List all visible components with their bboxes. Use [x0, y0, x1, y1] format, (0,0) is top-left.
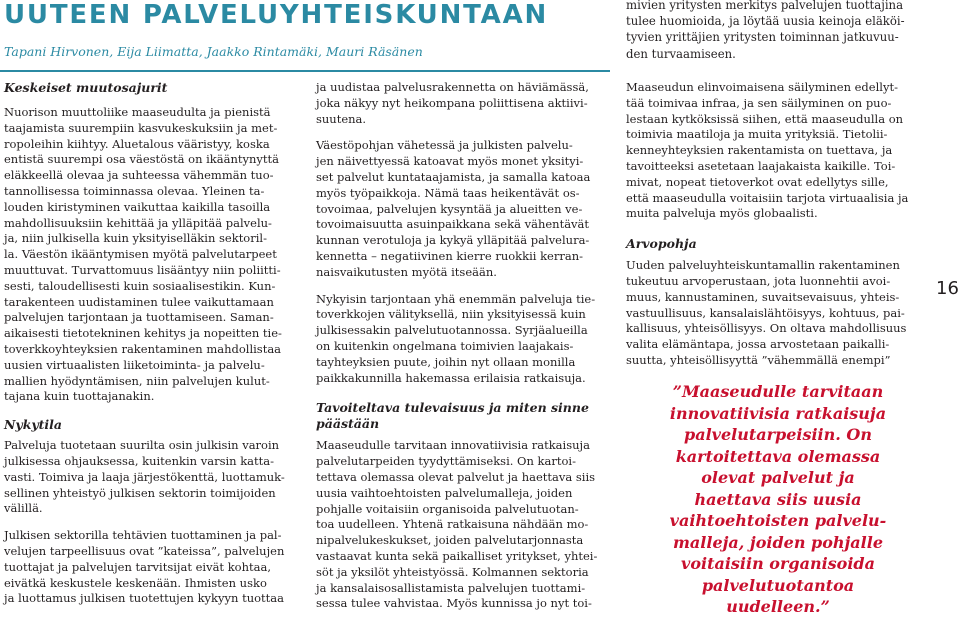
text-line: palvelujen tarjontaan ja tuottamiseen. Saman-: [4, 310, 274, 325]
text-line: on kuitenkin ongelmana toimivien laajakais-: [316, 338, 574, 353]
quote-line: kartoitettava olemassa: [675, 446, 881, 466]
text-line: Palveluja tuotetaan suurilta osin julkisin varoin: [4, 438, 280, 453]
section-heading-arvopohja: Arvopohja: [626, 236, 697, 252]
text-line: muuttuvat. Turvattomuus lisääntyy niin poliitti-: [4, 262, 281, 277]
text-line: vastuullisuus, kansalaislähtöisyys, kohtuus, pai-: [626, 305, 905, 320]
text-line: velujen tarpeellisuus ovat ”kateissa”, palvelujen: [4, 543, 285, 558]
text-line: paikkakunnilla hakemassa erilaisia ratkaisuja.: [316, 370, 586, 385]
text-line: kunnan verotuloja ja kykyä ylläpitää palvelura-: [316, 233, 590, 248]
text-line: myös työpaikkoja. Nämä taas heikentävät os-: [316, 185, 580, 200]
text-line: naisvaikutusten myötä itseään.: [316, 264, 497, 279]
text-line: toimivia maatiloja ja muita yrityksiä. Tietolii-: [626, 127, 888, 142]
text-line: että maaseudulla voitaisiin tarjota virtuaalisia ja: [626, 190, 909, 205]
text-line: toverkkojen välityksellä, niin yksityisessä kuin: [316, 307, 586, 322]
page-title: UUTEEN PALVELUYHTEISKUNTAAN: [4, 0, 549, 30]
text-line: tulee huomioida, ja löytää uusia keinoja eläköi-: [626, 14, 905, 29]
text-line: ja, niin julkisella kuin yksityiselläkin sektoril-: [4, 231, 267, 246]
text-line: uusien virtuaalisten liiketoiminta- ja palvelu-: [4, 357, 265, 372]
column-3: [626, 80, 908, 369]
column-1: [4, 80, 285, 607]
text-line: tettava olemassa olevat palvelut ja haettava siis: [316, 469, 596, 484]
spacer: [316, 281, 597, 292]
text-line: set palvelut kuntataajamista, ja samalla katoaa: [316, 169, 591, 184]
quote-line: palvelutarpeisiin. On: [684, 425, 872, 444]
text-line: julkisessa ohjauksessa, kuitenkin varsin katta-: [4, 453, 275, 468]
text-line: Uuden palveluyhteiskuntamallin rakentaminen: [626, 258, 900, 273]
page-number: 16: [936, 278, 959, 299]
text-line: tajana kuin tuottajanakin.: [4, 389, 155, 404]
quote-line: palvelutuotantoa: [701, 575, 855, 595]
top-right-paragraph: [626, 0, 905, 62]
text-line: tukeutuu arvoperustaan, jota luonnehtii avoi-: [626, 273, 891, 288]
spacer: [4, 405, 285, 417]
text-line: kennetta – negatiivinen kierre ruokkii kerran-: [316, 248, 584, 263]
text-line: tarakenteen uudistaminen tulee vaikuttamaan: [4, 294, 274, 309]
text-line: kenneyhteyksien rakentamista on tuettava, ja: [626, 143, 893, 158]
text-line: louden kiristyminen vaikuttaa kaikilla tasoilla: [4, 199, 271, 214]
paragraph: [316, 138, 597, 280]
text-line: toverkkoyhteyksien rakentaminen mahdollistaa: [4, 341, 282, 356]
text-line: tayhteyksien puute, joihin nyt ollaan monilla: [316, 354, 576, 369]
text-line: välillä.: [4, 501, 43, 516]
text-line: entistä suurempi osa väestöstä on ikääntynyttä: [4, 152, 280, 167]
quote-line: vaihtoehtoisten palvelu-: [669, 511, 887, 530]
authors-line: Tapani Hirvonen, Eija Liimatta, Jaakko Rintamäki, Mauri Räsänen: [4, 44, 423, 59]
text-line: tyvien yrittäjien yritysten toiminnan jatkuvuu-: [626, 30, 899, 45]
text-line: ja luottamus julkisen tuotettujen kykyyn tuottaa: [4, 591, 284, 606]
text-line: lestaan kytköksissä siihen, että maaseudulla on: [626, 111, 904, 126]
paragraph: [626, 258, 908, 369]
top-right-column: [626, 0, 905, 62]
text-line: den turvaamiseen.: [626, 46, 736, 61]
text-line: aikaisesti tietotekninen kehitys ja nopeitten tie-: [4, 326, 282, 341]
spacer: [4, 517, 285, 528]
text-line: mivat, nopeat tietoverkot ovat edellytys sille,: [626, 174, 889, 189]
text-line: sesti, taloudellisesti kuin sosiaalisestikin. Kun-: [4, 278, 276, 293]
section-heading-tavoiteltava: Tavoiteltava tulevaisuus ja miten sinne: [316, 400, 589, 416]
text-line: tavoitteeksi asetetaan laajakaista kaikille. Toi-: [626, 158, 896, 173]
spacer: [316, 127, 597, 138]
spacer: [626, 222, 908, 236]
text-line: Maaseudulle tarvitaan innovatiivisia ratkaisuja: [316, 438, 590, 453]
paragraph: [4, 105, 285, 405]
section-heading-muutosajurit: Keskeiset muutosajurit: [4, 80, 168, 95]
text-line: kallisuus, yhteisöllisyys. On oltava mahdollisuus: [626, 321, 907, 336]
text-line: eläkkeellä olevaa ja suhteessa vähemmän tuo-: [4, 168, 274, 183]
section-heading-tavoiteltava-cont: päästään: [316, 416, 380, 432]
text-line: vasti. Toimiva ja laaja järjestökenttä, luottamuk-: [4, 469, 285, 484]
paragraph: [316, 80, 597, 127]
text-line: julkisessakin palvelutuotannossa. Syrjäalueilla: [316, 323, 588, 338]
text-line: vastaavat kunta sekä paikalliset yritykset, yhtei-: [316, 548, 598, 563]
section-heading-nykytila: Nykytila: [4, 417, 62, 433]
text-line: jen näivettyessä katoavat myös monet yksityi-: [316, 154, 584, 169]
quote-line: olevat palvelut ja: [701, 468, 855, 487]
text-line: tannollisessa toiminnassa olevaa. Yleinen ta-: [4, 183, 265, 198]
text-line: suutta, yhteisöllisyyttä ”vähemmällä enempi”: [626, 352, 891, 367]
spacer: [4, 96, 285, 105]
quote-line: ”Maaseudulle tarvitaan: [672, 382, 884, 401]
text-line: Nykyisin tarjontaan yhä enemmän palveluja tie-: [316, 291, 596, 306]
text-line: toa uudelleen. Yhtenä ratkaisuna nähdään mo-: [316, 517, 589, 532]
quote-line: malleja, joiden pohjalle: [672, 532, 884, 552]
paragraph: [316, 438, 597, 612]
quote-line: innovatiivisia ratkaisuja: [669, 403, 887, 423]
text-line: ropoleihin kiihtyy. Aluetalous vääristyy, koska: [4, 136, 270, 151]
text-line: sellinen yhteistyö julkisen sektorin toimijoiden: [4, 485, 276, 500]
paragraph: [4, 528, 285, 607]
paragraph: [316, 292, 597, 387]
paragraph: [4, 438, 285, 517]
quote-line: voitaisiin organisoida: [681, 554, 875, 573]
text-line: söt ja yksilöt yhteistyössä. Kolmannen sektoria: [316, 564, 589, 579]
text-line: tuottajat ja palvelujen tarvitsijat eivät kohtaa,: [4, 559, 271, 574]
text-line: pohjalle voitaisiin organisoida palvelutuotan-: [316, 501, 579, 516]
text-line: muus, kannustaminen, suvaitsevaisuus, yhteis-: [626, 289, 900, 304]
text-line: ja kansalaisosallistamista palvelujen tuottami-: [316, 580, 586, 595]
title-divider: [0, 70, 610, 72]
text-line: Väestöpohjan vähetessä ja julkisten palvelu-: [316, 138, 573, 153]
text-line: suutena.: [316, 111, 367, 126]
text-line: ja uudistaa palvelusrakennetta on häviämässä,: [316, 80, 589, 94]
text-line: la. Väestön ikääntymisen myötä palvelutarpeet: [4, 247, 277, 262]
text-line: tää toimivaa infraa, ja sen säilyminen on puo-: [626, 95, 892, 110]
text-line: mivien yritysten merkitys palvelujen tuottajina: [626, 0, 904, 12]
text-line: nipalvelukeskukset, joiden palvelutarjonnasta: [316, 533, 584, 548]
pull-quote: [652, 381, 904, 618]
text-line: joka näkyy nyt heikompana poliittisena aktiivi-: [316, 95, 588, 110]
column-2: [316, 80, 597, 612]
text-line: palvelutarpeiden tyydyttämiseksi. On kartoi-: [316, 454, 576, 469]
text-line: mahdollisuuksiin kehittää ja ylläpitää palvelu-: [4, 215, 272, 230]
text-line: taajamista suurempiin kasvukeskuksiin ja met-: [4, 120, 278, 135]
text-line: Maaseudun elinvoimaisena säilyminen edellyt-: [626, 80, 898, 94]
text-line: eivätkä keskustele keskenään. Ihmisten usko: [4, 575, 267, 590]
text-line: uusia vaihtoehtoisten palvelumalleja, joiden: [316, 485, 573, 500]
text-line: valita elämäntapa, jossa arvostetaan paikalli-: [626, 337, 890, 352]
text-line: tovoimaa, palvelujen kysyntää ja alueitten ve-: [316, 201, 583, 216]
text-line: muita palveluja myös globaalisti.: [626, 206, 818, 221]
spacer: [316, 386, 597, 400]
quote-line: uudelleen.”: [726, 597, 830, 616]
quote-line: haettava siis uusia: [694, 489, 862, 509]
text-line: Nuorison muuttoliike maaseudulta ja pienistä: [4, 105, 271, 119]
text-line: sessa tulee vahvistaa. Myös kunnissa jo nyt toi-: [316, 596, 592, 611]
text-line: Julkisen sektorilla tehtävien tuottaminen ja pal-: [4, 528, 282, 543]
paragraph: [626, 80, 908, 222]
text-line: tovoimaisuutta asuinpaikkana sekä vähentävät: [316, 217, 590, 232]
text-line: mallien hyödyntämisen, niin palvelujen kulut-: [4, 373, 270, 388]
